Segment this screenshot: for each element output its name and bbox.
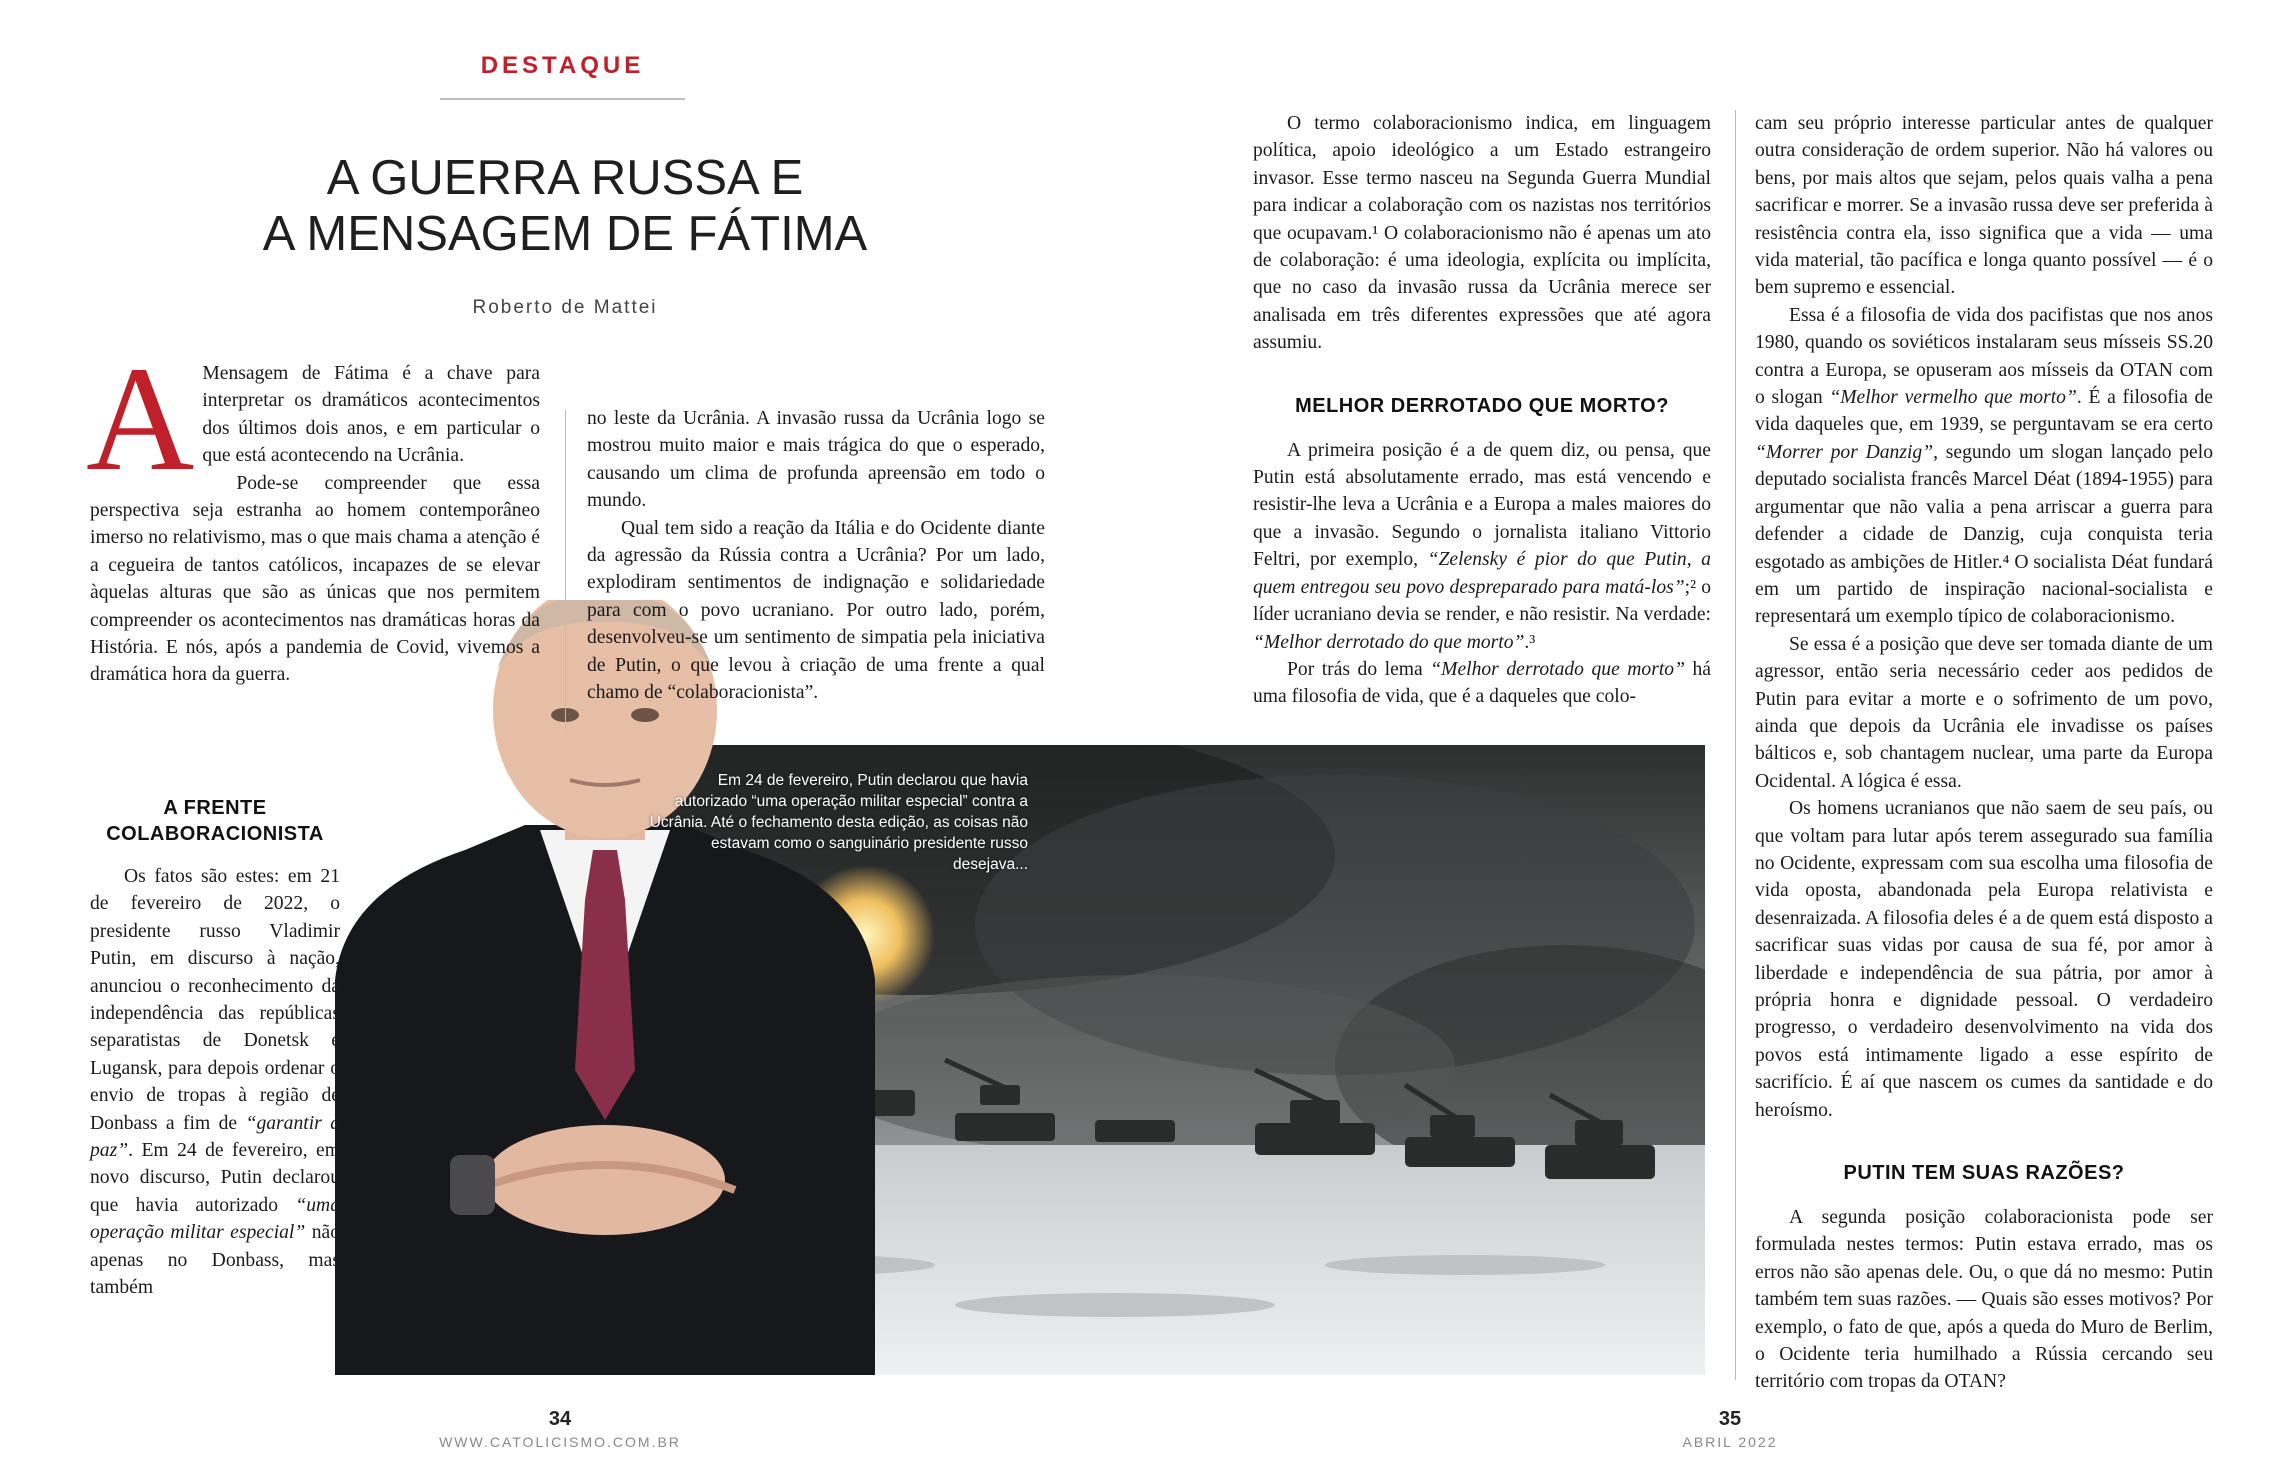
- col3-p2-quote: “Zelensky é pior do que Putin, a quem entregou seu povo despreparado para matá-los”: [1253, 549, 1711, 598]
- col1-heading: A FRENTE COLABORACIONISTA: [106, 797, 324, 845]
- col3-paragraph-3: [1253, 656, 1711, 711]
- col4-p2-quote: “Melhor vermelho que morto”: [1829, 387, 2077, 409]
- column-4: [1755, 110, 2213, 1396]
- col3-p3-quote: “Melhor derrotado que morto”: [1430, 658, 1685, 680]
- col3-p3-b: há uma filosofia de vida, que é a daqueles que colo-: [1253, 658, 1711, 708]
- col1-paragraph-1: Mensagem de Fátima é a chave para interpretar os dramáticos acontecimentos dos últimos dois anos, e em particular o que está acontecendo na Ucrânia.: [202, 363, 540, 467]
- col4-heading: PUTIN TEM SUAS RAZÕES?: [1843, 1162, 2125, 1185]
- col1-p3-quote: “garantir a paz”: [90, 1112, 340, 1162]
- page-number-right: 35: [1718, 1408, 1742, 1430]
- column-3: [1253, 110, 1711, 711]
- article-title: [200, 150, 930, 262]
- col3-p2-b: ;² o líder ucraniano devia se render, e não resistir. Na verdade:: [1253, 576, 1711, 626]
- column-rule-1: [565, 410, 566, 730]
- col2-paragraph-2: Qual tem sido a reação da Itália e do Ocidente diante da agressão da Rússia contra a Ucrânia? Por um lado, explodiram sentimentos de indignação e solidariedade para com o povo ucraniano. Por outro lado, porém, desenvolveu-se um sentimento de simpatia pela iniciativa de Putin, o que levou à criação de uma frente a qual chamo de “colaboracionista”.: [587, 517, 1045, 704]
- page-number-left: 34: [548, 1408, 572, 1430]
- article-title-line1: A GUERRA RUSSA E: [326, 151, 804, 205]
- col1-p3-text: Os fatos são estes: em 21 de fevereiro de 2022, o presidente russo Vladimir Putin, em discurso à nação, anunciou o reconhecimento da independência das repúblicas separatistas de Donetsk e Lugansk, para depois ordenar o envio de tropas à região de Donbass a fim de: [90, 866, 340, 1134]
- section-label: DESTAQUE: [480, 52, 645, 79]
- col1-p3-quote2: “uma operação militar especial”: [90, 1194, 340, 1244]
- putin-photo-image: [325, 600, 885, 1375]
- col1-paragraph-2: [90, 470, 540, 689]
- col4-p2-b: . É a filosofia de vida daqueles que, em 1939, se perguntavam se era certo: [1755, 387, 2213, 436]
- col4-paragraph-5: A segunda posição colaboracionista pode ser formulada nestes termos: Putin estava errado, mas os erros não são apenas dele. Ou, o que dá no mesmo: Putin também tem suas razões. — Quais são esses motivos? Por exemplo, o fato de que, após a queda do Muro de Berlim, o Ocidente teria humilhado a Rússia cercando seu território com tropas da OTAN?: [1755, 1207, 2213, 1393]
- col3-p3-text: Por trás do lema: [1287, 658, 1423, 680]
- col4-p2-c: , segundo um slogan lançado pelo deputado socialista francês Marcel Déat (1894-1955) para argumentar que não valia a pena arriscar a guerra para defender a cidade de Danzig, cuja conquista teria esgotado as ambições de Hitler.⁴ O socialista Déat fundará em um partido de inspiração nacional-socialista e representará um exemplo típico de colaboracionismo.: [1755, 441, 2213, 628]
- drop-cap: A: [86, 336, 195, 502]
- col3-p2-quote2: “Melhor derrotado do que morto”: [1253, 631, 1525, 653]
- col4-p2-text: Essa é a filosofia de vida dos pacifistas que nos anos 1980, quando os soviéticos instalaram seus mísseis SS.20 contra a Europa, se opuseram aos mísseis da OTAN com o slogan: [1755, 304, 2213, 409]
- column-1: [86, 336, 540, 689]
- col4-paragraph-3: Se essa é a posição que deve ser tomada diante de um agressor, então seria necessário ceder aos pedidos de Putin para evitar a morte e o sofrimento de um povo, ainda que depois da Ucrânia ele invadisse os países bálticos e, sob chantagem nuclear, uma parte da Europa Ocidental. A lógica é essa.: [1755, 633, 2213, 792]
- col4-paragraph-1: cam seu próprio interesse particular antes de qualquer outra consideração de ordem superior. Não há valores ou bens, por mais altos que sejam, pelos quais valha a pena sacrificar e morrer. Se a invasão russa deve ser preferida à resistência contra ela, isso significa que a vida — uma vida material, tão pacífica e longa quanto possível — é o bem supremo e essencial.: [1755, 113, 2213, 299]
- article-title-line2: A MENSAGEM DE FÁTIMA: [262, 207, 868, 261]
- footer-site: WWW.CATOLICISMO.COM.BR: [439, 1434, 681, 1450]
- col1-p3-c: não apenas no Donbass, mas também: [90, 1222, 340, 1299]
- footer-date: ABRIL 2022: [1682, 1434, 1778, 1450]
- section-divider: [440, 98, 685, 100]
- column-1-lower: [90, 795, 340, 1302]
- photo-caption: Em 24 de fevereiro, Putin declarou que havia autorizado “uma operação militar especial” contra a Ucrânia. Até o fechamento desta edição, as coisas não estavam como o sanguinário presidente russo desejava...: [649, 772, 1028, 873]
- col1-paragraph-3: [90, 863, 340, 1302]
- col4-p2-quote2: “Morrer por Danzig”: [1755, 441, 1934, 463]
- col4-paragraph-4: Os homens ucranianos que não saem de seu país, ou que voltam para lutar após terem assegurado sua família no Ocidente, expressam com sua escolha uma filosofia de vida oposta, abandonada pela Europa relativista e desenraizada. A filosofia deles é a de quem está disposto a sacrificar suas vidas por causa de sua fé, por amor à liberdade e independência de sua pátria, por amor à própria honra e dignidade pessoal. O verdadeiro progresso, o verdadeiro desenvolvimento na vida dos povos está intimamente ligado a esse espírito de sacrifício. É aí que nascem os cumes da santidade e do heroísmo.: [1755, 798, 2213, 1121]
- col4-paragraph-2: [1755, 302, 2213, 631]
- col3-p2-c: .³: [1524, 631, 1536, 653]
- column-rule-2: [1735, 110, 1736, 1380]
- putin-photo: [325, 600, 885, 1375]
- byline: Roberto de Mattei: [472, 297, 658, 318]
- column-2: [587, 405, 1045, 706]
- col1-paragraph-2-text: Pode-se compreender que essa perspectiva seja estranha ao homem contemporâneo imerso no relativismo, mas o que mais chama a atenção é a cegueira de tantos católicos, incapazes de se elevar àquelas alturas que são as únicas que nos permitem compreender os acontecimentos nas dramáticas horas da História. E nós, após a pandemia de Covid, vivemos a dramática hora da guerra.: [90, 472, 540, 686]
- col3-heading: MELHOR DERROTADO QUE MORTO?: [1295, 394, 1669, 417]
- col3-p2-text: A primeira posição é a de quem diz, ou pensa, que Putin está absolutamente errado, mas está vencendo e resistir-lhe leva a Ucrânia e a Europa a males maiores do que a invasão. Segundo o jornalista italiano Vittorio Feltri, por exemplo,: [1253, 439, 1711, 571]
- col1-p3-b: . Em 24 de fevereiro, em novo discurso, Putin declarou que havia autorizado: [90, 1140, 340, 1216]
- col3-paragraph-2: [1253, 437, 1711, 656]
- col2-paragraph-1: no leste da Ucrânia. A invasão russa da Ucrânia logo se mostrou muito maior e mais trágica do que o esperado, causando um clima de profunda apreensão em todo o mundo.: [587, 408, 1045, 512]
- col3-paragraph-1: O termo colaboracionismo indica, em linguagem política, apoio ideológico a um Estado estrangeiro invasor. Esse termo nasceu na Segunda Guerra Mundial para indicar a colaboração com os nazistas nos territórios que ocupavam.¹ O colaboracionismo não é apenas um ato de colaboração: é uma ideologia, explícita ou implícita, que no caso da invasão russa da Ucrânia merece ser analisada em três diferentes expressões que até agora assumiu.: [1253, 113, 1711, 354]
